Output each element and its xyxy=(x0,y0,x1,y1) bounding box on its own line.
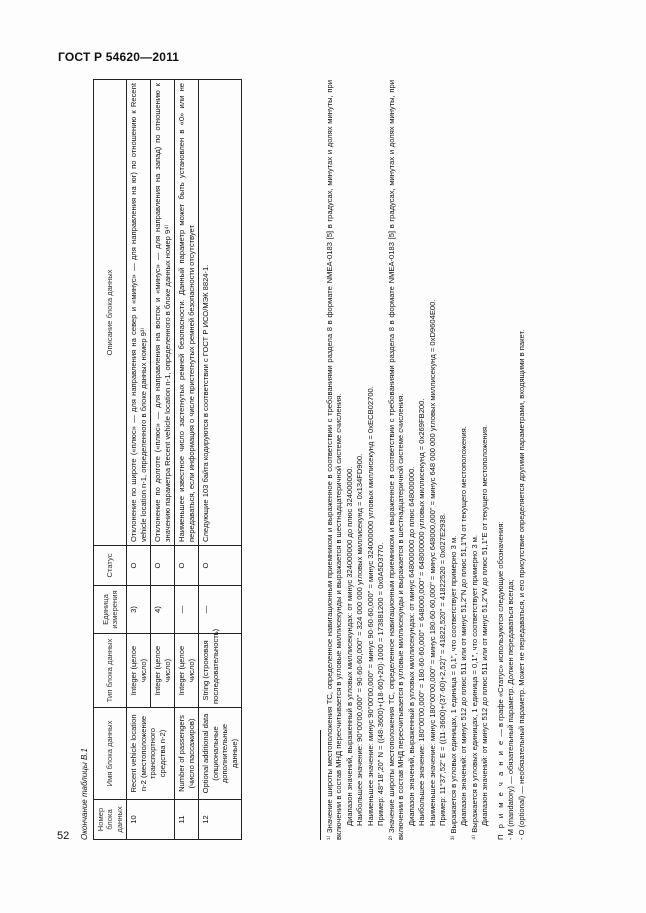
footnote-3: ³⁾ Выражается в угловых единицах, 1 единица = 0,1", что соответствует примерно 3 м. xyxy=(448,535,458,840)
note-intro-text: — в графе «Статус» используются следующие обозначения: xyxy=(495,521,505,739)
cell-unit: 4) xyxy=(151,586,175,634)
cell-desc: Отклонение по долготе («плюс» — для направления на восток и «минус» — для направления на запад) по отношению к значению параметра Recent vehicle location n-1, определенного в блоке данных номер 9⁴⁾ xyxy=(151,80,175,546)
page-number: 52 xyxy=(57,830,70,842)
cell-status: O xyxy=(151,546,175,586)
cell-unit: — xyxy=(199,586,242,634)
footnote-line: Наименьшее значение: минус 180°00'00,000" = минус 180·60·60,000" = минус 648000,000" = минус 648 000 000 угловых миллисекунд = 0xD9604E00. xyxy=(427,299,437,826)
footnote-2: ²⁾ Значение широты местоположения ТС, определенное навигационным приемником и выраженное в соответствии с требованиями раздела 8 в формате NMEA-0183 [5] в градусах, минутах и долях минуты, при включении в состав МНД пересчитывается в угловые миллисекунды и выражается в шестнадцатеричной системе счисления. xyxy=(386,80,406,840)
cell-type: Integer (целое число) xyxy=(127,634,151,708)
cell-name: Recent vehicle location n-2 (местоположение транспортного средства n-2) xyxy=(127,708,175,800)
header-name: Имя блока данных xyxy=(94,708,127,800)
cell-status: O xyxy=(199,546,242,586)
notes-block xyxy=(496,80,526,840)
table-row xyxy=(175,80,199,840)
footnote-line: Наименьшее значение: минус 90°00'00,000" = минус 90·60·60,000" = минус 324000000 угловых миллисекунд = 0xECB02700. xyxy=(365,386,375,826)
table-header-row xyxy=(94,80,127,840)
table-caption: Окончание таблицы В.1 xyxy=(80,748,89,840)
document-header: ГОСТ Р 54620—2011 xyxy=(58,50,180,64)
header-unit: Единица измерения xyxy=(94,586,127,634)
cell-num: 12 xyxy=(199,800,242,840)
header-desc: Описание блока данных xyxy=(94,80,127,546)
cell-unit: 3) xyxy=(127,586,151,634)
cell-num: 10 xyxy=(127,800,175,840)
footnote-line: Наибольшее значение: 180°00'00,000" = 180·60·60,000" = 648000,000" = 648000000 угловых миллисекунд = 0x269FB200. xyxy=(417,398,427,826)
table-row xyxy=(199,80,242,840)
footnote-line: Диапазон значений: от минус 512 до плюс 511 или от минус 51,2"W до плюс 51,1"E от текущего местоположения. xyxy=(480,424,490,826)
cell-type: Integer (целое число) xyxy=(151,634,175,708)
footnotes-block xyxy=(320,80,527,840)
footnote-line: Пример: 48°18',20" N = ((48·3600)+(18·60)+20)·1000 = 173881200 = 0x0A5D3770. xyxy=(376,542,386,826)
footnote-line: Диапазон значений, выраженный в угловых миллисекундах: от минус 324000000 до плюс 324000000. xyxy=(344,466,354,826)
header-num: Номер блока данных xyxy=(94,800,127,840)
cell-status: O xyxy=(175,546,199,586)
rotated-content xyxy=(80,80,550,840)
footnote-rule xyxy=(320,730,321,840)
cell-type: Integer (целое число) xyxy=(175,634,199,708)
footnote-line: Пример: 11°37',52" E = ((11·3600)+(37·60)+2,52)" = 41822,520" = 41822520 = 0x027E2938. xyxy=(438,512,448,826)
footnote-line: Диапазон значений, выраженный в угловых миллисекундах: от минус 648000000 до плюс 648000000. xyxy=(406,466,416,826)
cell-status: O xyxy=(127,546,151,586)
note-intro xyxy=(496,80,505,840)
cell-unit: — xyxy=(175,586,199,634)
footnotes xyxy=(325,80,490,840)
note-item: - O (optional) — необязательный параметр. Может не передаваться, и его присутствие определяется другими параметрами, входящими в пакет. xyxy=(516,329,526,840)
note-item: - M (mandatory) — обязательный параметр. Должен передаваться всегда; xyxy=(506,579,516,840)
footnote-4: ⁴⁾ Выражается в угловых единицах, 1 единица = 0,1", что соответствует примерно 3 м. xyxy=(469,534,479,840)
table-row xyxy=(127,80,151,840)
footnote-line: Диапазон значений: от минус 512 до плюс 511 или от минус 51,2"N до плюс 51,1"N от текущего местоположения. xyxy=(459,426,469,826)
footnote-1: ¹⁾ Значение широты местоположения ТС, определенное навигационным приемником и выраженное в соответствии с требованиями раздела 8 в формате NMEA-0183 [5] в градусах, минутах и долях минуты, при включении в состав МНД пересчитывается в угловые миллисекунды и выражается в шестнадцатеричной системе счисления. xyxy=(325,80,344,840)
cell-desc: Следующие 103 байта кодируются в соответствии с ГОСТ Р ИСО/МЭК 8824-1. xyxy=(199,80,242,546)
header-status: Статус xyxy=(94,546,127,586)
cell-name: Optional additional data (опциональные дополнительные данные) xyxy=(199,708,242,800)
header-type: Тип блока данных xyxy=(94,634,127,708)
cell-name: Number of passengers (число пассажиров) xyxy=(175,708,199,800)
data-table xyxy=(93,79,242,840)
footnote-line: Наибольшее значение: 90°00'00,000" = 90·60·60,000" = 324 000 000 угловых миллисекунд = 0x134FD900. xyxy=(355,453,365,826)
cell-type: String (строковая последовательность) xyxy=(199,634,242,708)
cell-num: 11 xyxy=(175,800,199,840)
cell-desc: Отклонение по широте («плюс» — для направления на север и «минус» — для направления на юг) по отношению к Recent vehicle location n-1, определенного в блоке данных номер 9³⁾ xyxy=(127,80,151,546)
cell-desc: Наименьшее известное число застегнутых ремней безопасности. Данный параметр может быть установлен в «0» или не передаваться, если информация о числе пристегнутых ремней безопасности отсутствует xyxy=(175,80,199,546)
note-label: П р и м е ч а н и е xyxy=(495,738,505,840)
